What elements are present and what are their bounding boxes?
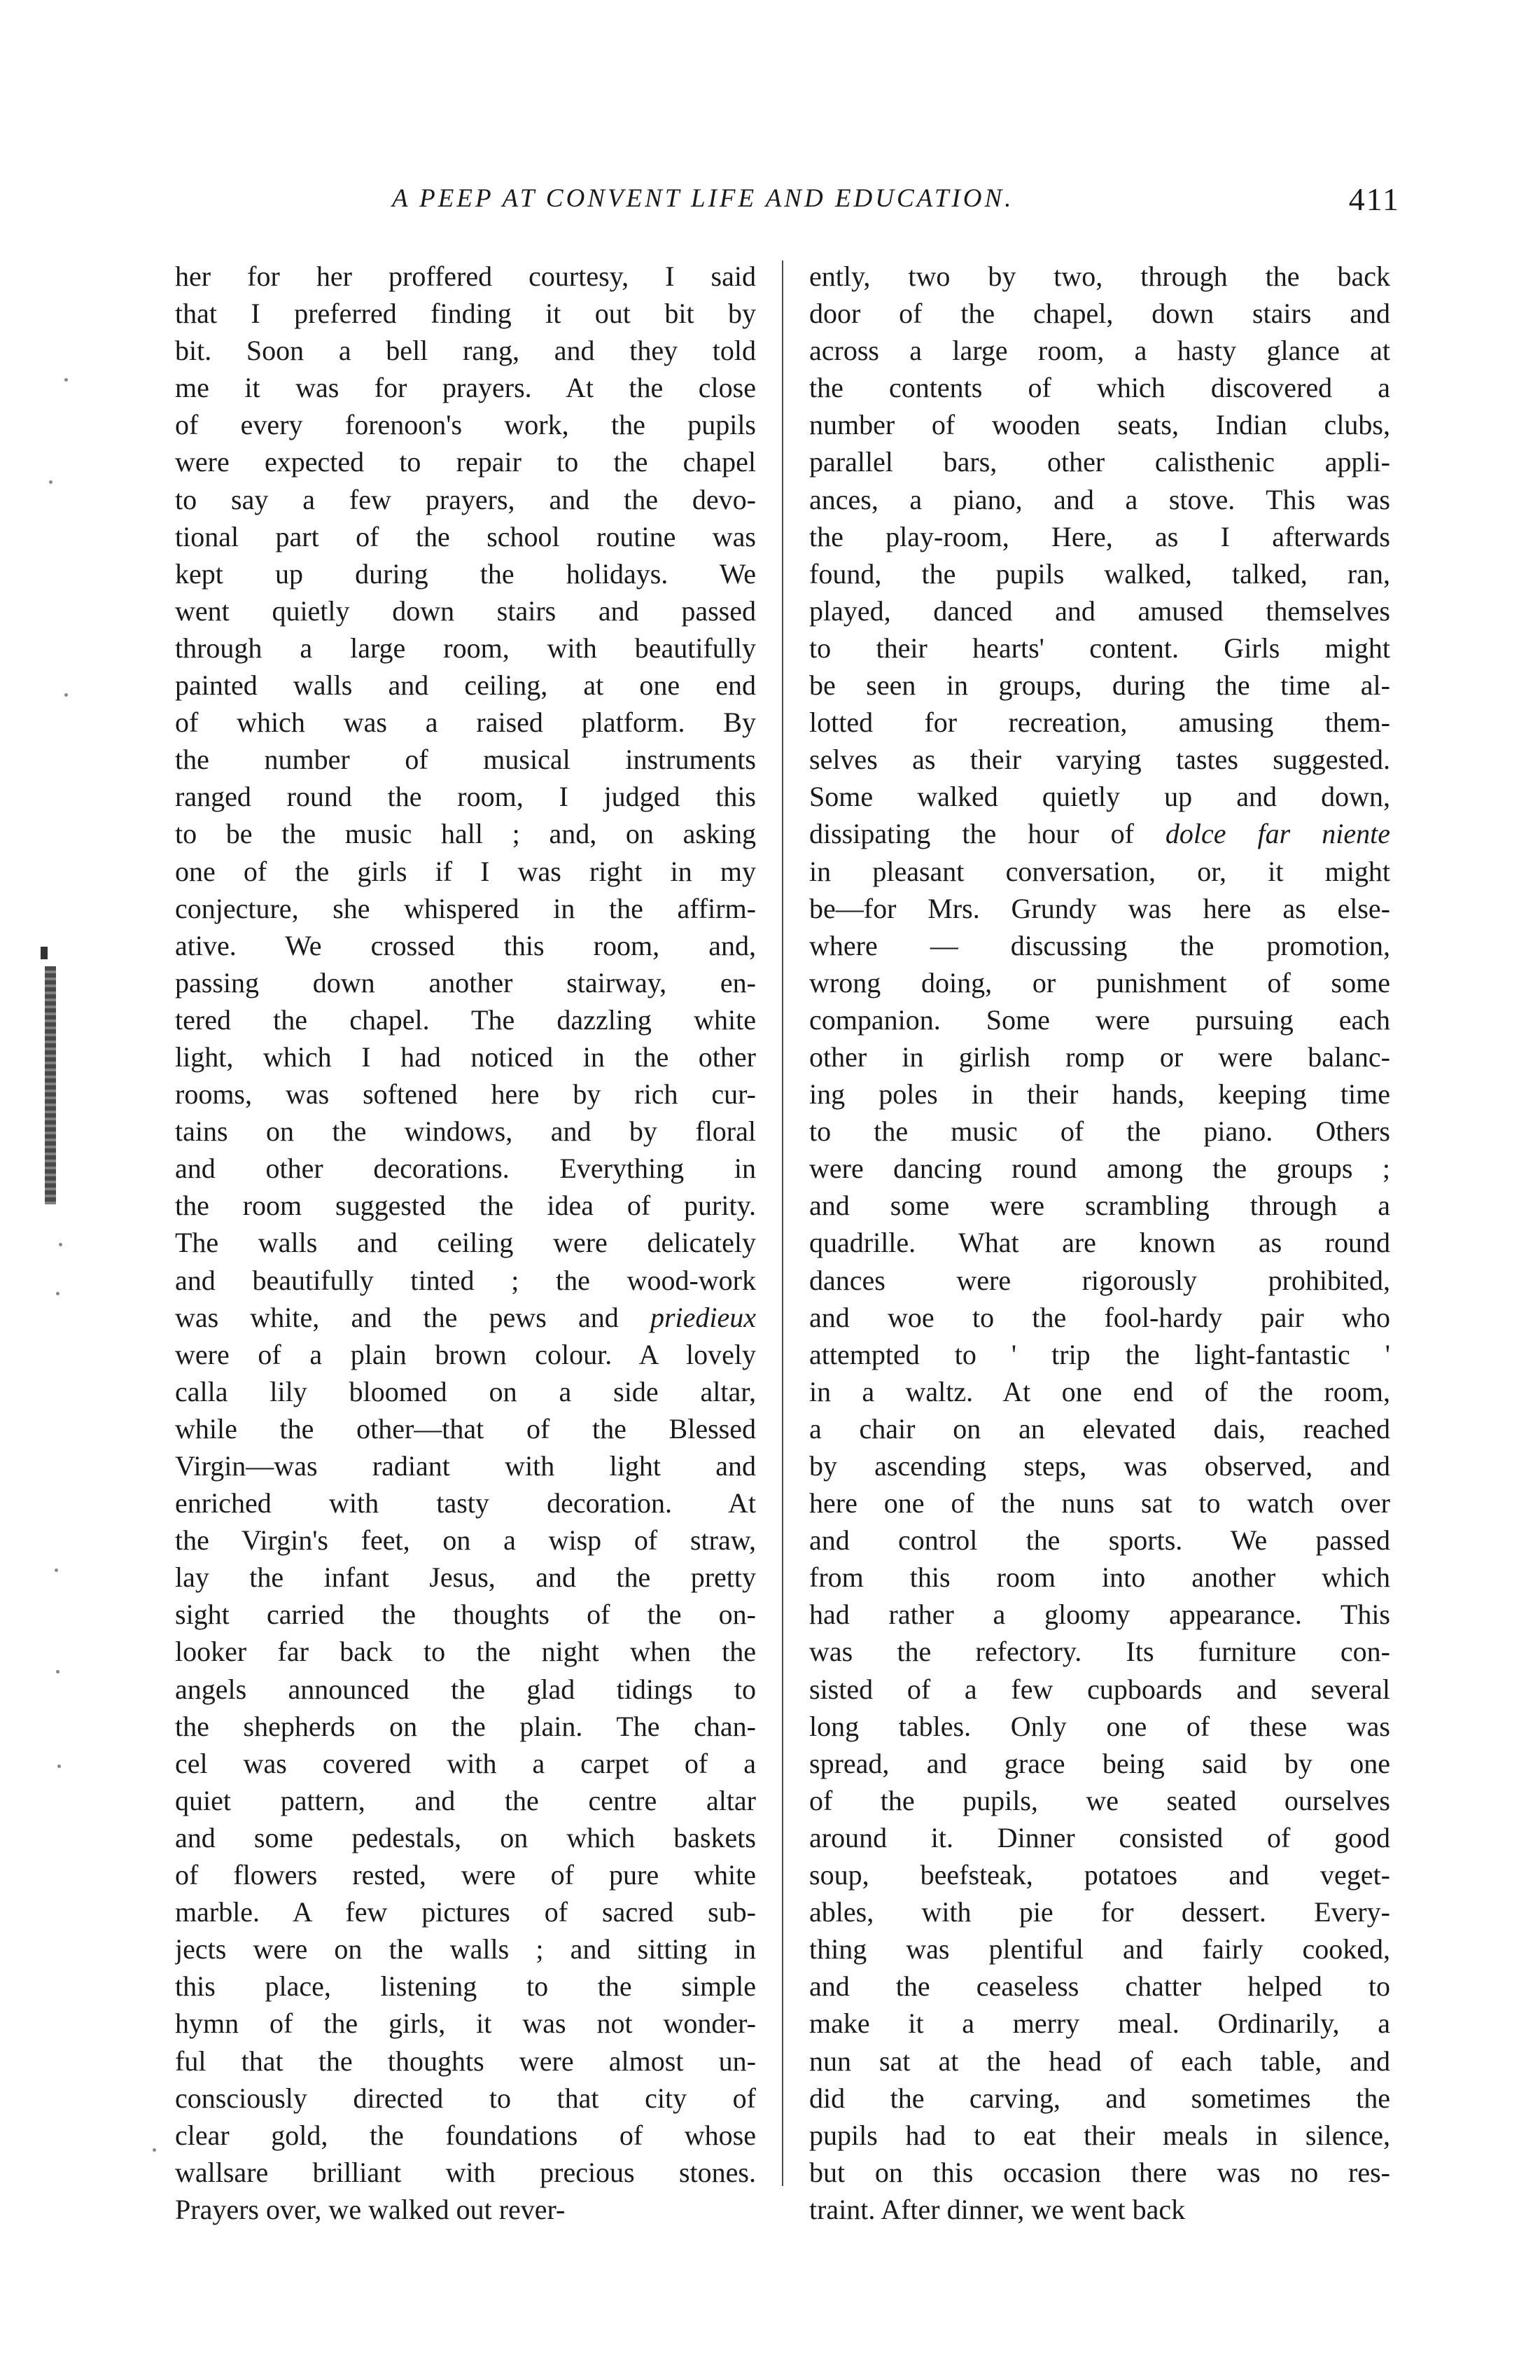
paper-speck <box>153 2148 156 2152</box>
text-line: this place, listening to the simple <box>175 1970 756 2003</box>
text-line: looker far back to the night when the <box>175 1636 756 1668</box>
text-line: long tables. Only one of these was <box>809 1710 1390 1742</box>
text-line: tered the chapel. The dazzling white <box>175 1003 756 1036</box>
text-line: marble. A few pictures of sacred sub- <box>175 1896 756 1928</box>
text-line: companion. Some were pursuing each <box>809 1003 1390 1036</box>
text-line: of the pupils, we seated ourselves <box>809 1784 1390 1816</box>
text-line: Some walked quietly up and down, <box>809 781 1390 813</box>
text-line: parallel bars, other calisthenic appli- <box>809 446 1390 478</box>
text-line: were of a plain brown colour. A lovely <box>175 1338 756 1370</box>
text-line: traint. After dinner, we went back <box>809 2193 1186 2225</box>
text-line: to the music of the piano. Others <box>809 1115 1390 1148</box>
text-line: dances were rigorously prohibited, <box>809 1264 1390 1296</box>
right-column <box>809 258 1390 2228</box>
column-divider <box>782 260 783 2186</box>
text-line: from this room into another which <box>809 1561 1390 1594</box>
italic-phrase: priedieux <box>650 1301 756 1333</box>
text-line: the shepherds on the plain. The chan- <box>175 1710 756 1742</box>
text-line: light, which I had noticed in the other <box>175 1041 756 1073</box>
text-line: and control the sports. We passed <box>809 1524 1390 1557</box>
text-line: the play-room, Here, as I afterwards <box>809 520 1390 552</box>
page-number: 411 <box>1348 181 1400 217</box>
text-line: were dancing round among the groups ; <box>809 1153 1390 1185</box>
text-line: jects were on the walls ; and sitting in <box>175 1933 756 1965</box>
text-line: Prayers over, we walked out rever- <box>175 2193 566 2225</box>
text-line: pupils had to eat their meals in silence, <box>809 2119 1390 2151</box>
left-column <box>175 258 756 2228</box>
text-line: her for her proffered courtesy, I said <box>175 260 756 292</box>
text-line: to their hearts' content. Girls might <box>809 632 1390 664</box>
text-line: while the other—that of the Blessed <box>175 1412 756 1445</box>
text-line: to be the music hall ; and, on asking <box>175 818 756 850</box>
text-line: conjecture, she whispered in the affirm- <box>175 892 756 924</box>
text-line: of which was a raised platform. By <box>175 707 756 739</box>
text-line: went quietly down stairs and passed <box>175 594 756 627</box>
text-line: make it a merry meal. Ordinarily, a <box>809 2007 1390 2040</box>
text-line: passing down another stairway, en- <box>175 966 756 998</box>
text-line: tains on the windows, and by floral <box>175 1115 756 1148</box>
text-line: ables, with pie for dessert. Every- <box>809 1896 1390 1928</box>
paper-speck <box>64 693 68 697</box>
text-line: a chair on an elevated dais, reached <box>809 1412 1390 1445</box>
text-line: bit. Soon a bell rang, and they told <box>175 335 756 367</box>
text-line: door of the chapel, down stairs and <box>809 298 1390 330</box>
ink-mark <box>41 947 48 959</box>
text-line: soup, beefsteak, potatoes and veget- <box>809 1859 1390 1891</box>
text-line: other in girlish romp or were balanc- <box>809 1041 1390 1073</box>
text-line: and other decorations. Everything in <box>175 1153 756 1185</box>
text-line: ing poles in their hands, keeping time <box>809 1078 1390 1111</box>
text-line: sight carried the thoughts of the on- <box>175 1599 756 1631</box>
text-line: kept up during the holidays. We <box>175 557 756 590</box>
text-line: dissipating the hour of dolce far niente <box>809 818 1390 850</box>
text-line: had rather a gloomy appearance. This <box>809 1599 1390 1631</box>
text-line: quadrille. What are known as round <box>809 1227 1390 1259</box>
text-line: ently, two by two, through the back <box>809 260 1390 292</box>
text-line: was white, and the pews and priedieux <box>175 1301 756 1333</box>
text-line: Virgin—was radiant with light and <box>175 1450 756 1482</box>
text-line: selves as their varying tastes suggested. <box>809 744 1390 776</box>
binding-smudge <box>45 966 56 1204</box>
text-line: cel was covered with a carpet of a <box>175 1747 756 1779</box>
text-line: attempted to ' trip the light-fantastic ' <box>809 1338 1390 1370</box>
text-line: of flowers rested, were of pure white <box>175 1859 756 1891</box>
text-line: and some pedestals, on which baskets <box>175 1821 756 1853</box>
text-line: lay the infant Jesus, and the pretty <box>175 1561 756 1594</box>
text-line: and woe to the fool-hardy pair who <box>809 1301 1390 1333</box>
paper-speck <box>56 1670 59 1673</box>
paper-speck <box>64 378 68 382</box>
running-head <box>392 183 1400 225</box>
text-line: played, danced and amused themselves <box>809 594 1390 627</box>
paper-speck <box>49 480 52 484</box>
text-line: but on this occasion there was no res- <box>809 2156 1390 2188</box>
text-line: The walls and ceiling were delicately <box>175 1227 756 1259</box>
text-line: the number of musical instruments <box>175 744 756 776</box>
text-line: around it. Dinner consisted of good <box>809 1821 1390 1853</box>
text-line: consciously directed to that city of <box>175 2082 756 2114</box>
text-line: rooms, was softened here by rich cur- <box>175 1078 756 1111</box>
text-line: and the ceaseless chatter helped to <box>809 1970 1390 2003</box>
text-line: wrong doing, or punishment of some <box>809 966 1390 998</box>
paper-speck <box>57 1765 61 1768</box>
text-line: was the refectory. Its furniture con- <box>809 1636 1390 1668</box>
paper-speck <box>56 1292 59 1295</box>
text-line: one of the girls if I was right in my <box>175 855 756 887</box>
text-line: thing was plentiful and fairly cooked, <box>809 1933 1390 1965</box>
text-line: number of wooden seats, Indian clubs, <box>809 409 1390 441</box>
text-line: by ascending steps, was observed, and <box>809 1450 1390 1482</box>
text-line: hymn of the girls, it was not wonder- <box>175 2007 756 2040</box>
text-line: lotted for recreation, amusing them- <box>809 707 1390 739</box>
text-line: calla lily bloomed on a side altar, <box>175 1375 756 1407</box>
text-line: of every forenoon's work, the pupils <box>175 409 756 441</box>
text-line: ances, a piano, and a stove. This was <box>809 483 1390 515</box>
text-line: wallsare brilliant with precious stones. <box>175 2156 756 2188</box>
text-line: in a waltz. At one end of the room, <box>809 1375 1390 1407</box>
text-line: ranged round the room, I judged this <box>175 781 756 813</box>
text-line: and some were scrambling through a <box>809 1190 1390 1222</box>
paper-speck <box>55 1568 58 1572</box>
text-line: here one of the nuns sat to watch over <box>809 1487 1390 1519</box>
text-line: across a large room, a hasty glance at <box>809 335 1390 367</box>
text-line: painted walls and ceiling, at one end <box>175 669 756 702</box>
text-line: enriched with tasty decoration. At <box>175 1487 756 1519</box>
text-line: spread, and grace being said by one <box>809 1747 1390 1779</box>
text-line: tional part of the school routine was <box>175 520 756 552</box>
text-line: quiet pattern, and the centre altar <box>175 1784 756 1816</box>
text-line: found, the pupils walked, talked, ran, <box>809 557 1390 590</box>
text-line: did the carving, and sometimes the <box>809 2082 1390 2114</box>
text-line: me it was for prayers. At the close <box>175 372 756 404</box>
running-title: A PEEP AT CONVENT LIFE AND EDUCATION. <box>392 184 1014 213</box>
text-line: the room suggested the idea of purity. <box>175 1190 756 1222</box>
italic-phrase: dolce far niente <box>1165 818 1390 850</box>
text-line: were expected to repair to the chapel <box>175 446 756 478</box>
text-line: in pleasant conversation, or, it might <box>809 855 1390 887</box>
text-line: the Virgin's feet, on a wisp of straw, <box>175 1524 756 1557</box>
text-line: sisted of a few cupboards and several <box>809 1673 1390 1705</box>
text-line: be seen in groups, during the time al- <box>809 669 1390 702</box>
text-line: angels announced the glad tidings to <box>175 1673 756 1705</box>
text-line: that I preferred finding it out bit by <box>175 298 756 330</box>
text-line: nun sat at the head of each table, and <box>809 2045 1390 2077</box>
text-line: ful that the thoughts were almost un- <box>175 2045 756 2077</box>
text-line: through a large room, with beautifully <box>175 632 756 664</box>
text-line: ative. We crossed this room, and, <box>175 929 756 961</box>
text-line: the contents of which discovered a <box>809 372 1390 404</box>
paper-speck <box>59 1243 62 1246</box>
text-line: clear gold, the foundations of whose <box>175 2119 756 2151</box>
text-line: be—for Mrs. Grundy was here as else- <box>809 892 1390 924</box>
text-line: and beautifully tinted ; the wood-work <box>175 1264 756 1296</box>
text-line: where — discussing the promotion, <box>809 929 1390 961</box>
text-line: to say a few prayers, and the devo- <box>175 483 756 515</box>
